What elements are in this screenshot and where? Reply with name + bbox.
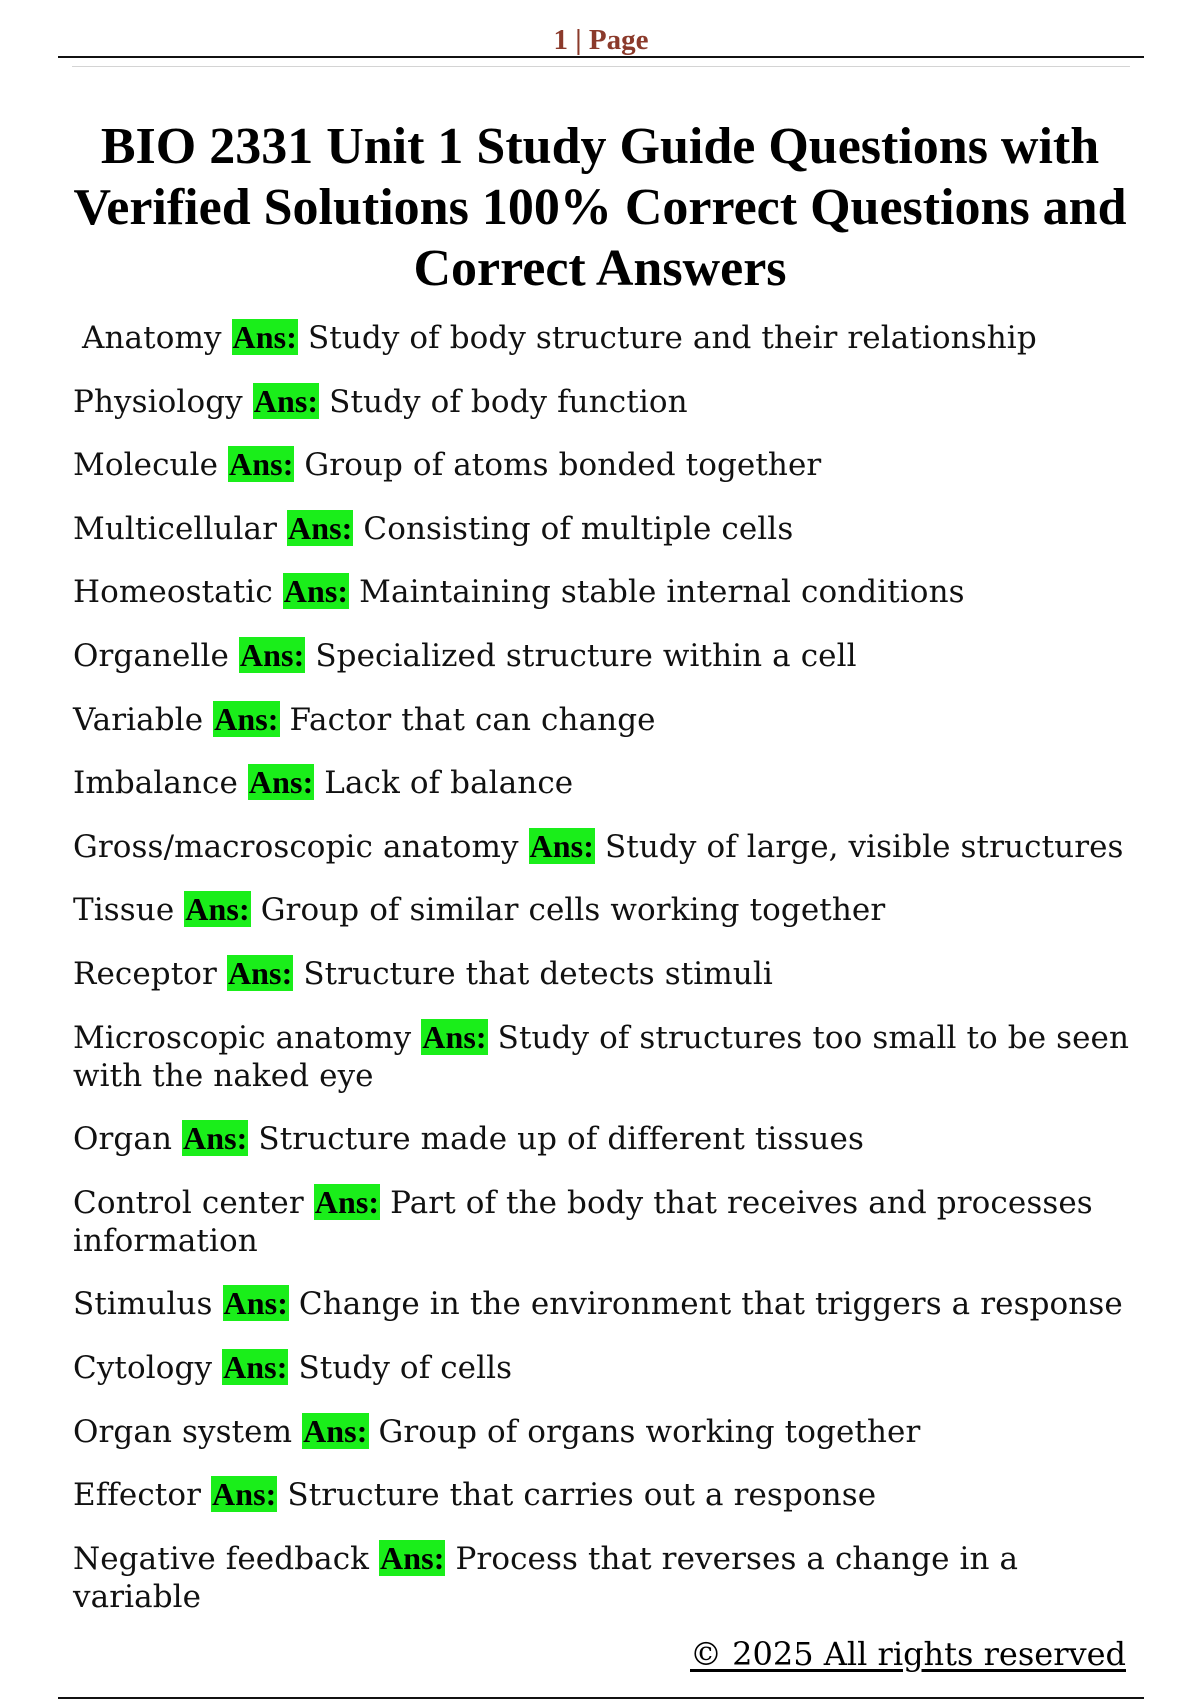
qa-item <box>73 572 1138 611</box>
answer: Structure made up of different tissues <box>258 1121 864 1158</box>
answer: Structure that carries out a response <box>287 1477 877 1514</box>
ans-label: Ans: <box>314 1183 380 1220</box>
term: Negative feedback <box>73 1540 370 1577</box>
qa-item <box>73 700 1138 739</box>
term: Homeostatic <box>73 574 273 611</box>
term: Imbalance <box>73 765 238 802</box>
term: Multicellular <box>73 510 278 547</box>
term: Microscopic anatomy <box>73 1019 412 1056</box>
qa-item <box>73 1284 1138 1323</box>
qa-item <box>73 1018 1138 1095</box>
header-divider-light <box>72 66 1130 67</box>
ans-label: Ans: <box>529 827 594 864</box>
answer: Change in the environment that triggers a response <box>298 1286 1123 1323</box>
answer: Study of body function <box>329 383 688 420</box>
ans-label: Ans: <box>422 1018 487 1055</box>
qa-item <box>73 445 1138 484</box>
answer: Factor that can change <box>289 701 656 738</box>
term: Physiology <box>73 383 243 420</box>
term: Receptor <box>73 955 217 992</box>
term: Gross/macroscopic anatomy <box>73 828 519 865</box>
term: Tissue <box>73 892 175 929</box>
qa-item <box>73 1119 1138 1158</box>
qa-item <box>73 1183 1138 1260</box>
qa-item <box>73 890 1138 929</box>
qa-item <box>73 1475 1138 1514</box>
ans-label: Ans: <box>212 1476 277 1513</box>
answer: Study of body structure and their relationship <box>307 320 1037 356</box>
answer: Part of the body that receives and processes information <box>73 1184 1093 1259</box>
qa-item <box>73 954 1138 993</box>
page-number-header: 1 | Page <box>553 24 649 56</box>
term: Stimulus <box>73 1286 213 1323</box>
ans-label: Ans: <box>185 891 250 928</box>
answer: Study of structures too small to be seen with the naked eye <box>73 1019 1130 1094</box>
answer: Group of similar cells working together <box>260 892 886 929</box>
ans-label: Ans: <box>183 1120 248 1157</box>
term: Organ system <box>73 1413 293 1450</box>
ans-label: Ans: <box>214 700 279 737</box>
term: Molecule <box>73 447 219 484</box>
ans-label: Ans: <box>232 319 297 355</box>
qa-item <box>73 636 1138 675</box>
qa-item <box>73 1539 1138 1616</box>
ans-label: Ans: <box>253 382 319 419</box>
answer: Lack of balance <box>324 765 574 802</box>
qa-item <box>73 318 1138 357</box>
ans-label: Ans: <box>223 1285 288 1322</box>
term: Organ <box>73 1121 173 1158</box>
answer: Process that reverses a change in a variable <box>73 1540 1019 1615</box>
term: Effector <box>73 1477 202 1514</box>
ans-label: Ans: <box>239 636 305 673</box>
ans-label: Ans: <box>287 509 353 546</box>
answer: Study of large, visible structures <box>604 828 1124 865</box>
answer: Group of organs working together <box>378 1413 921 1450</box>
header-divider <box>58 56 1144 58</box>
ans-label: Ans: <box>283 573 349 610</box>
ans-label: Ans: <box>380 1539 445 1576</box>
ans-label: Ans: <box>229 446 294 483</box>
answer: Group of atoms bonded together <box>304 447 822 484</box>
ans-label: Ans: <box>227 954 293 991</box>
term: Anatomy <box>82 320 222 356</box>
term: Cytology <box>73 1349 213 1386</box>
qa-item <box>73 1348 1138 1387</box>
answer: Structure that detects stimuli <box>303 955 773 992</box>
ans-label: Ans: <box>223 1348 288 1385</box>
footer-divider <box>58 1697 1144 1699</box>
qa-item <box>73 382 1138 421</box>
document-title: BIO 2331 Unit 1 Study Guide Questions with Verified Solutions 100% Correct Questions and Correct Answers <box>73 118 1127 297</box>
term: Organelle <box>73 637 229 674</box>
answer: Study of cells <box>298 1349 513 1386</box>
ans-label: Ans: <box>248 764 314 801</box>
copyright-notice: © 2025 All rights reserved <box>690 1635 1126 1673</box>
qa-item <box>73 1412 1138 1451</box>
question-answer-list <box>73 318 1138 1640</box>
answer: Consisting of multiple cells <box>363 510 794 547</box>
term: Control center <box>73 1184 304 1221</box>
qa-item <box>73 763 1138 802</box>
answer: Specialized structure within a cell <box>315 637 857 674</box>
qa-item <box>73 509 1138 548</box>
term: Variable <box>73 701 204 738</box>
qa-item <box>73 827 1138 866</box>
ans-label: Ans: <box>303 1412 368 1449</box>
answer: Maintaining stable internal conditions <box>359 574 965 611</box>
